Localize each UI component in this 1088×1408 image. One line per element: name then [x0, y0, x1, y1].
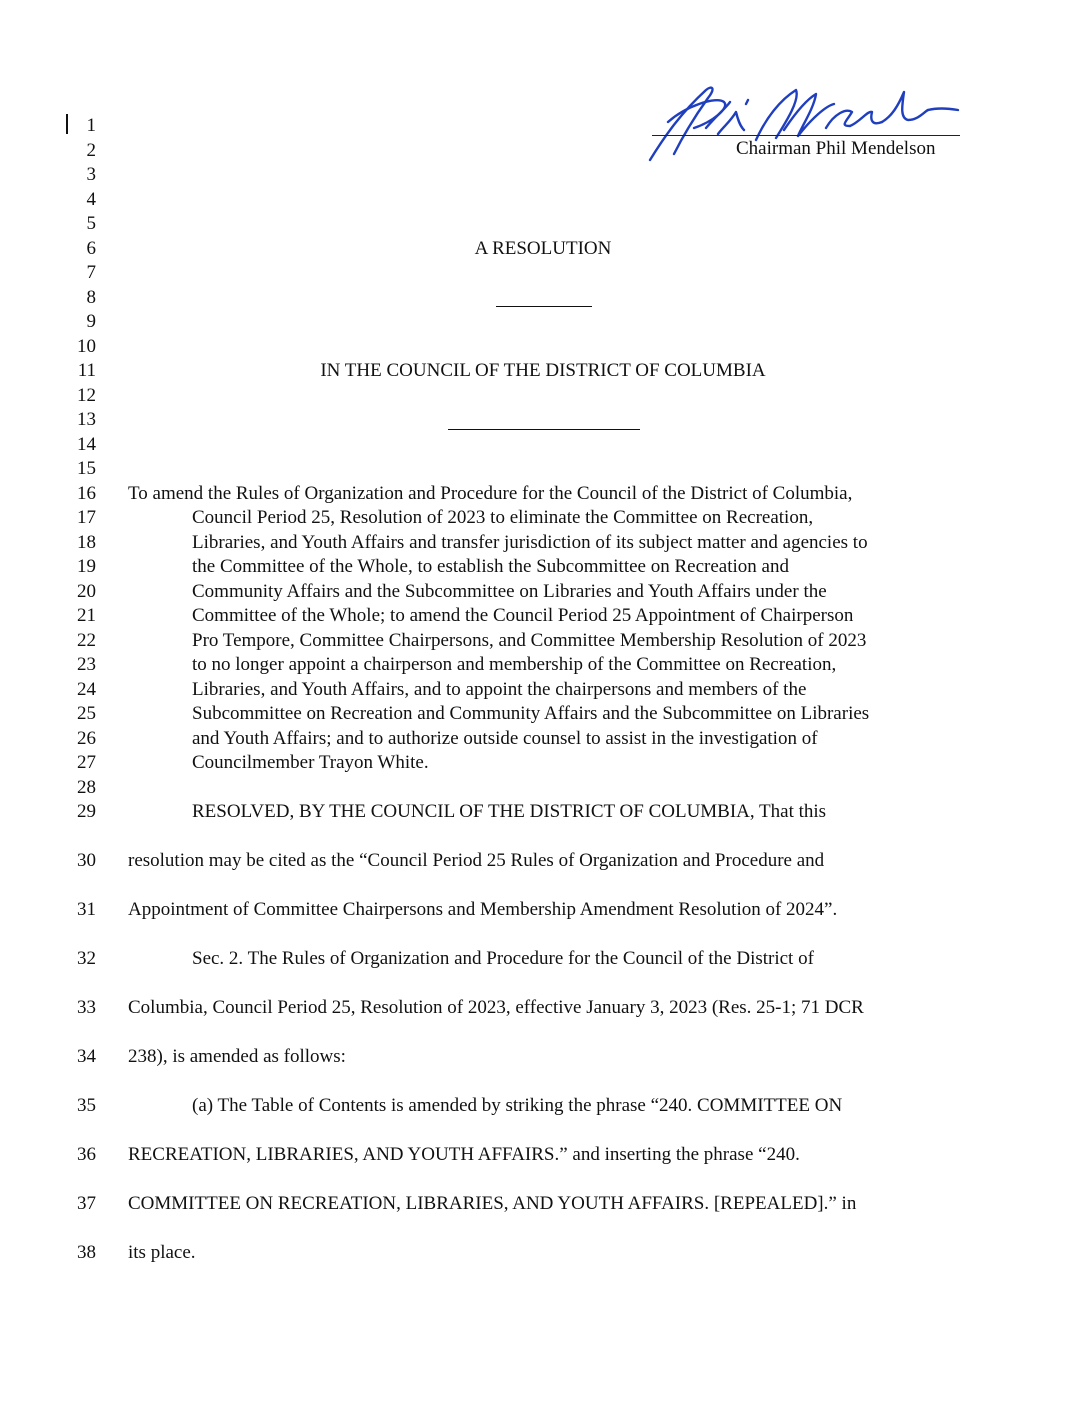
- line-number: 17: [77, 507, 96, 528]
- line-number: 31: [77, 899, 96, 920]
- line-number: 25: [77, 703, 96, 724]
- signature-line: [652, 135, 960, 136]
- line-number: 20: [77, 581, 96, 602]
- line-number: 3: [86, 164, 96, 185]
- line-number: 26: [77, 728, 96, 749]
- line-number: 32: [77, 948, 96, 969]
- line-number: 15: [77, 458, 96, 479]
- long-title-line: Libraries, and Youth Affairs and transfer jurisdiction of its subject matter and agencies to: [192, 532, 868, 553]
- line-number: 5: [86, 213, 96, 234]
- line-number: 22: [77, 630, 96, 651]
- resolution-title: A RESOLUTION: [474, 238, 612, 259]
- long-title-line: to no longer appoint a chairperson and membership of the Committee on Recreation,: [192, 654, 837, 675]
- line-number: 37: [77, 1193, 96, 1214]
- line-number: 28: [77, 777, 96, 798]
- line-number: 18: [77, 532, 96, 553]
- date-blank: [448, 429, 640, 430]
- margin-change-bar: [66, 114, 68, 134]
- line-number: 24: [77, 679, 96, 700]
- body-line: Sec. 2. The Rules of Organization and Procedure for the Council of the District of: [192, 948, 814, 969]
- resolution-number-blank: [496, 306, 592, 307]
- line-number: 14: [77, 434, 96, 455]
- line-number: 23: [77, 654, 96, 675]
- long-title-line: and Youth Affairs; and to authorize outside counsel to assist in the investigation of: [192, 728, 818, 749]
- line-number: 30: [77, 850, 96, 871]
- line-number: 35: [77, 1095, 96, 1116]
- long-title-line: To amend the Rules of Organization and Procedure for the Council of the District of Columbia,: [128, 483, 853, 504]
- line-number: 16: [77, 483, 96, 504]
- body-line: RECREATION, LIBRARIES, AND YOUTH AFFAIRS.” and inserting the phrase “240.: [128, 1144, 800, 1165]
- line-number: 2: [86, 140, 96, 161]
- body-line: COMMITTEE ON RECREATION, LIBRARIES, AND YOUTH AFFAIRS. [REPEALED].” in: [128, 1193, 857, 1214]
- line-number: 4: [86, 189, 96, 210]
- line-number: 10: [77, 336, 96, 357]
- chairman-name: Chairman Phil Mendelson: [736, 138, 936, 159]
- body-line: Appointment of Committee Chairpersons and Membership Amendment Resolution of 2024”.: [128, 899, 838, 920]
- long-title-line: Community Affairs and the Subcommittee on Libraries and Youth Affairs under the: [192, 581, 827, 602]
- line-number: 36: [77, 1144, 96, 1165]
- line-number: 19: [77, 556, 96, 577]
- council-heading: IN THE COUNCIL OF THE DISTRICT OF COLUMBIA: [320, 360, 766, 381]
- line-number: 1: [86, 115, 96, 136]
- line-number: 29: [77, 801, 96, 822]
- body-line: RESOLVED, BY THE COUNCIL OF THE DISTRICT OF COLUMBIA, That this: [192, 801, 827, 822]
- long-title-line: Libraries, and Youth Affairs, and to appoint the chairpersons and members of the: [192, 679, 807, 700]
- long-title-line: Pro Tempore, Committee Chairpersons, and Committee Membership Resolution of 2023: [192, 630, 867, 651]
- long-title-line: Councilmember Trayon White.: [192, 752, 429, 773]
- line-number: 12: [77, 385, 96, 406]
- line-number: 13: [77, 409, 96, 430]
- line-number: 6: [86, 238, 96, 259]
- long-title-line: Subcommittee on Recreation and Community Affairs and the Subcommittee on Libraries: [192, 703, 870, 724]
- long-title-line: Committee of the Whole; to amend the Council Period 25 Appointment of Chairperson: [192, 605, 854, 626]
- line-number: 21: [77, 605, 96, 626]
- body-line: its place.: [128, 1242, 196, 1263]
- line-number: 11: [77, 360, 96, 381]
- long-title-line: Council Period 25, Resolution of 2023 to eliminate the Committee on Recreation,: [192, 507, 814, 528]
- line-number: 8: [86, 287, 96, 308]
- line-number: 34: [77, 1046, 96, 1067]
- body-line: Columbia, Council Period 25, Resolution of 2023, effective January 3, 2023 (Res. 25-1; 71 DCR: [128, 997, 864, 1018]
- line-number: 7: [86, 262, 96, 283]
- line-number: 9: [86, 311, 96, 332]
- line-number: 33: [77, 997, 96, 1018]
- long-title-line: the Committee of the Whole, to establish the Subcommittee on Recreation and: [192, 556, 789, 577]
- line-number: 38: [77, 1242, 96, 1263]
- body-line: resolution may be cited as the “Council Period 25 Rules of Organization and Procedure and: [128, 850, 825, 871]
- body-line: 238), is amended as follows:: [128, 1046, 346, 1067]
- line-number: 27: [77, 752, 96, 773]
- body-line: (a) The Table of Contents is amended by striking the phrase “240. COMMITTEE ON: [192, 1095, 843, 1116]
